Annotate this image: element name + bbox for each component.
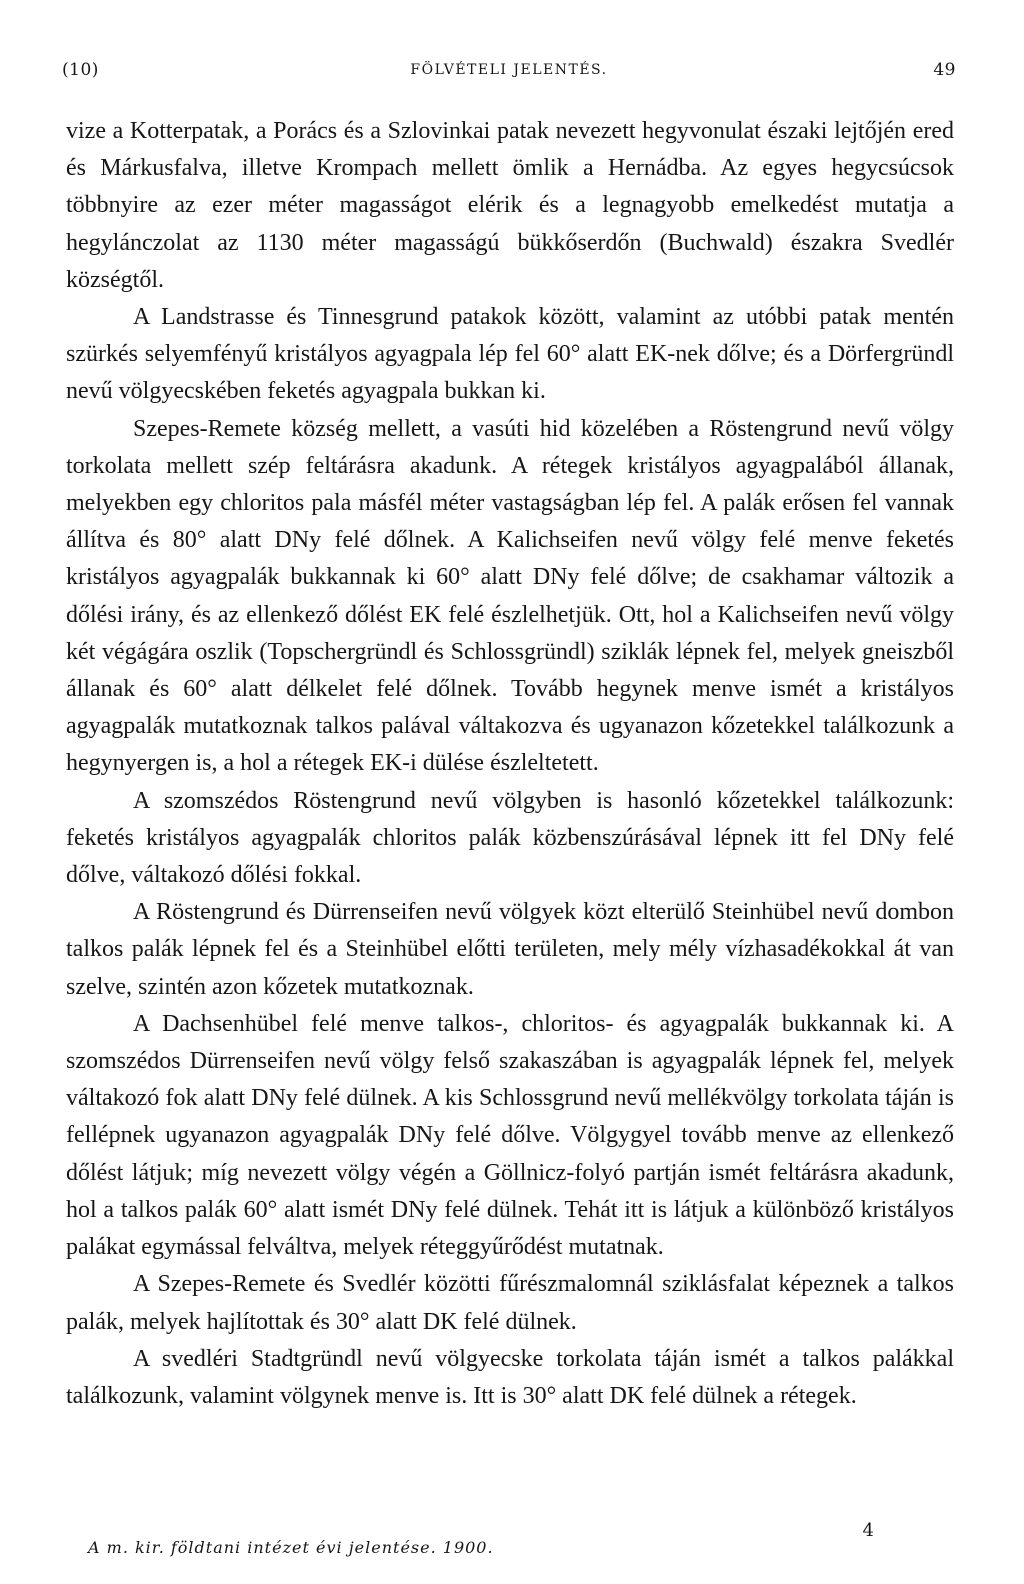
paragraph: A Dachsenhübel felé menve talkos-, chloritos- és agyagpalák bukkannak ki. A szomszédos Dürrenseifen nevű völgy felső szakaszában is agyagpalák lépnek fel, melyek váltakozó fok alatt DNy felé dülnek. A kis Schlossgrund nevű mellékvölgy torkolata táján is fellépnek ugyanazon agyagpalák DNy felé dőlve. Völgygyel tovább menve az ellenkező dőlést látjuk; míg nevezett völgy végén a Göllnicz-folyó partján ismét feltárásra akadunk, hol a talkos palák 60° alatt ismét DNy felé dülnek. Tehát itt is látjuk a különböző kristályos palákat egymással felváltva, melyek réteggyűrődést mutatnak. bbox=[66, 1010, 954, 1261]
paragraph: vize a Kotterpatak, a Porács és a Szlovinkai patak nevezett hegyvonulat északi lejtőjén ered és Márkusfalva, illetve Krompach mellett ömlik a Hernádba. Az egyes hegycsúcsok többnyire az ezer méter magasságot elérik és a legnagyobb emelkedést mutatja a hegylánczolat az 1130 méter magasságú bükkőserdőn (Buchwald) északra Svedlér községtől. bbox=[66, 118, 954, 293]
running-title: FÖLVÉTELI JELENTÉS. bbox=[410, 62, 608, 78]
section-number: (10) bbox=[62, 60, 99, 80]
paragraph: A svedléri Stadtgründl nevű völgyecske torkolata táján ismét a talkos palákkal találkozunk, valamint völgynek menve is. Itt is 30° alatt DK felé dülnek a rétegek. bbox=[66, 1345, 954, 1409]
running-header bbox=[62, 60, 956, 88]
page-number: 49 bbox=[933, 60, 956, 80]
body-text bbox=[66, 113, 954, 1415]
paragraph: A Landstrasse és Tinnesgrund patakok között, valamint az utóbbi patak mentén szürkés selyemfényű kristályos agyagpala lép fel 60° alatt EK-nek dőlve; és a Dörfergründl nevű völgyecskében feketés agyagpala bukkan ki. bbox=[66, 304, 954, 405]
paragraph: A Röstengrund és Dürrenseifen nevű völgyek közt elterülő Steinhübel nevű dombon talkos palák lépnek fel és a Steinhübel előtti területen, mely mély vízhasadékokkal át van szelve, szintén azon kőzetek mutatkoznak. bbox=[66, 899, 954, 1000]
paragraph: Szepes-Remete község mellett, a vasúti hid közelében a Röstengrund nevű völgy torkolata mellett szép feltárásra akadunk. A rétegek kristályos agyagpalából állanak, melyekben egy chloritos pala másfél méter vastagságban lép fel. A palák erősen fel vannak állítva és 80° alatt DNy felé dőlnek. A Kalichseifen nevű völgy felé menve feketés kristályos agyagpalák bukkannak ki 60° alatt DNy felé dőlve; de csakhamar változik a dőlési irány, és az ellenkező dőlést EK felé észlelhetjük. Ott, hol a Kalichseifen nevű völgy két végágára oszlik (Topschergründl és Schlossgründl) sziklák lépnek fel, melyek gneiszből állanak és 60° alatt délkelet felé dőlnek. Tovább hegynek menve ismét a kristályos agyagpalák mutatkoznak talkos palával váltakozva és ugyanazon kőzetekkel találkozunk a hegynyergen is, a hol a rétegek EK-i dülése észleltetett. bbox=[66, 415, 954, 777]
publication-footer: A m. kir. földtani intézet évi jelentése. 1900. bbox=[88, 1538, 494, 1557]
paragraph: A Szepes-Remete és Svedlér közötti fűrészmalomnál sziklásfalat képeznek a talkos palák, melyek hajlítottak és 30° alatt DK felé dülnek. bbox=[66, 1271, 954, 1335]
sheet-number: 4 bbox=[862, 1520, 874, 1541]
paragraph: A szomszédos Röstengrund nevű völgyben is hasonló kőzetekkel találkozunk: feketés kristályos agyagpalák chloritos palák közbenszúrásával lépnek itt fel DNy felé dőlve, váltakozó dőlési fokkal. bbox=[66, 787, 954, 889]
